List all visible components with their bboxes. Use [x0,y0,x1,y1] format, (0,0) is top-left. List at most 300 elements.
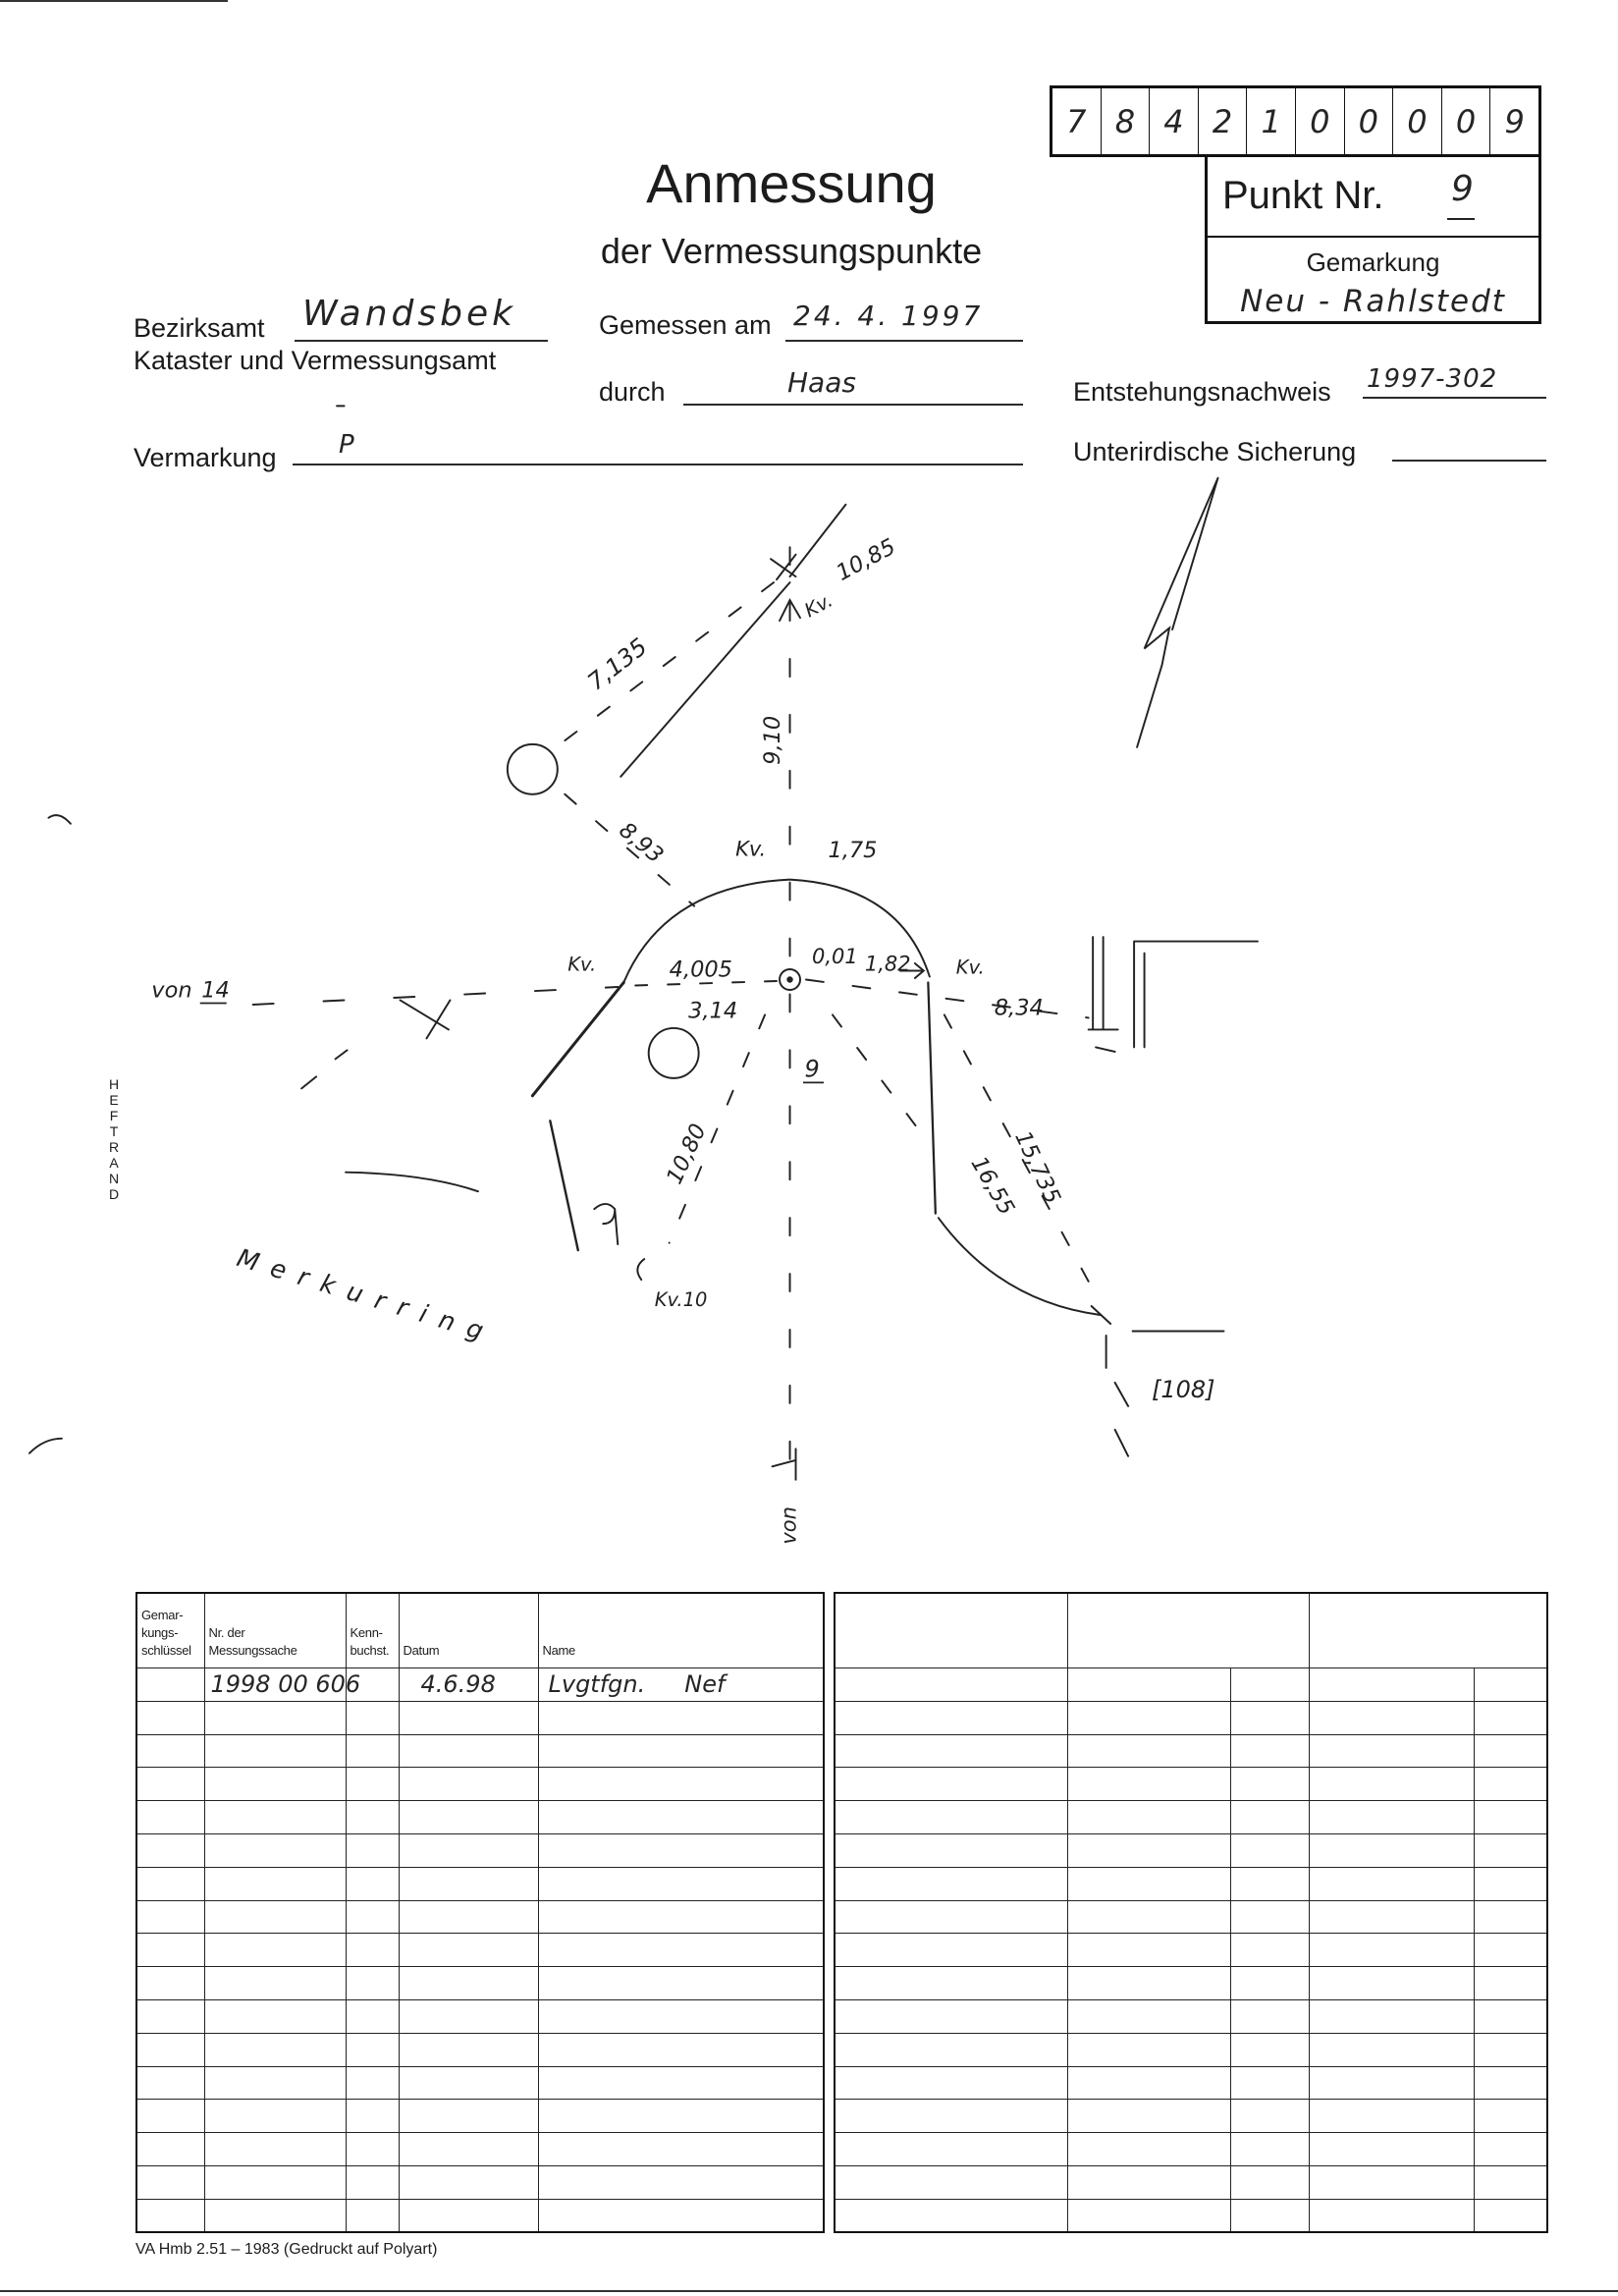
digit-cell: 0 [1344,88,1393,154]
table-cell [835,1833,1067,1867]
punkt-value-underline [1447,218,1475,220]
table-row [136,2165,824,2199]
table-cell [1309,2199,1474,2232]
header-cell [835,1593,1067,1668]
table-row [136,1999,824,2033]
table-cell [1309,1934,1474,1967]
table-cell [399,2133,538,2166]
name-cell [538,1668,824,1702]
table-cell [346,1999,399,2033]
table-cell [835,1668,1067,1702]
table-cell [1230,1934,1309,1967]
street-curve [346,1173,478,1191]
table-cell [136,2199,204,2232]
table-cell [346,2066,399,2100]
header-gemarkungsschluessel: Gemar- kungs- schlüssel [136,1593,204,1668]
table-cell [136,1967,204,2000]
table-cell [835,1768,1067,1801]
table-cell [1309,2066,1474,2100]
sicherung-label: Unterirdische Sicherung [1073,437,1357,466]
arc-curve [623,880,930,983]
margin-mark-lower [29,1439,62,1453]
gemarkung-label: Gemarkung [1306,247,1440,277]
table-cell [1309,1668,1474,1702]
table-row [835,1801,1547,1834]
table-row [136,1934,824,1967]
table-cell [835,1999,1067,2033]
name-text: Lvgtfgn. [548,1670,646,1699]
kv-top-arrow [780,600,800,621]
table-cell [835,1801,1067,1834]
building-symbol [1089,937,1258,1052]
table-cell [1309,1801,1474,1834]
table-cell [1230,1999,1309,2033]
table-cell [136,2165,204,2199]
table-cell [204,1900,346,1934]
center-point-circle [780,969,800,990]
blank-record-table [834,1592,1548,2233]
table-cell [1230,1900,1309,1934]
table-header-row [835,1593,1547,1668]
entstehung-label: Entstehungsnachweis [1073,377,1331,407]
table-cell [1067,2033,1230,2066]
messungssache-cell: 1998 00 606 [204,1668,346,1702]
table-cell [204,1867,346,1900]
dashed-line-8-93 [565,794,694,906]
table-row [835,2100,1547,2133]
punkt-value: 9 [1451,169,1474,209]
table-cell [136,1900,204,1934]
table-cell [1309,1900,1474,1934]
table-cell [1309,1768,1474,1801]
vermarkung-label: Vermarkung [134,443,277,472]
header-kennbuchstabe: Kenn- buchst. [346,1593,399,1668]
label-14: 14 [201,977,230,1004]
table-cell [1309,1734,1474,1768]
label-16-55: 16,55 [965,1152,1020,1220]
table-cell [538,2133,824,2166]
table-cell [204,1801,346,1834]
axis-bottom-mark [773,1449,796,1479]
table-cell [1474,1768,1547,1801]
table-cell [1230,2133,1309,2166]
table-cell [1309,1967,1474,2000]
digit-cell: 0 [1392,88,1441,154]
table-cell [1474,1900,1547,1934]
table-cell [538,1768,824,1801]
punkt-label: Punkt Nr. [1222,174,1384,217]
table-cell [538,2165,824,2199]
table-cell [1474,1734,1547,1768]
table-row [835,1768,1547,1801]
table-cell [399,1900,538,1934]
table-cell [346,2033,399,2066]
table-cell [399,1801,538,1834]
table-row [136,1734,824,1768]
label-10-85: 10,85 [832,533,900,586]
table-cell [346,1768,399,1801]
table-cell [1309,2133,1474,2166]
table-header-row [136,1593,824,1668]
digit-cell: 0 [1441,88,1490,154]
table-cell [399,1999,538,2033]
table-cell [1474,1967,1547,2000]
table-row [835,2033,1547,2066]
table-row [136,2199,824,2232]
ref-108-marks [1092,1306,1224,1456]
label-9-10: 9,10 [760,715,786,765]
table-cell [1474,2100,1547,2133]
table-cell [346,1934,399,1967]
table-cell [1230,1967,1309,2000]
heftrand-margin-label: HEFTRAND [106,1076,122,1202]
table-cell [1474,1867,1547,1900]
table-cell [1067,1668,1230,1702]
table-cell [835,1701,1067,1734]
digit-cell: 1 [1246,88,1295,154]
bottom-edge-line [0,2290,1618,2292]
table-cell [1067,2199,1230,2232]
table-cell [1067,2066,1230,2100]
digit-cell: 4 [1149,88,1198,154]
punkt-divider [1208,236,1538,238]
table-cell [1230,2066,1309,2100]
bezirksamt-underline [295,340,548,342]
table-cell [136,1999,204,2033]
table-row [136,1801,824,1834]
header-cell [1067,1593,1309,1668]
table-cell [1309,1833,1474,1867]
table-cell [835,1934,1067,1967]
table-cell [204,2033,346,2066]
table-cell [835,2165,1067,2199]
table-row [835,1734,1547,1768]
table-cell [204,2066,346,2100]
punkt-box [1205,154,1541,324]
line-top-to-left [620,582,789,777]
line-top-stub [790,505,846,576]
table-cell [1067,1768,1230,1801]
small-left-marks [301,1050,347,1088]
table-cell [1309,2033,1474,2066]
header-datum: Datum [399,1593,538,1668]
label-4-005: 4,005 [669,957,732,983]
table-row [136,1668,824,1702]
table-cell [1230,1867,1309,1900]
bezirksamt-value: Wandsbek [302,294,516,334]
table-cell [835,2133,1067,2166]
table-cell [1067,1934,1230,1967]
sicherung-underline [1392,460,1546,462]
table-cell [1067,1967,1230,2000]
table-cell [835,2066,1067,2100]
table-cell [136,1934,204,1967]
table-row [136,1768,824,1801]
table-cell [538,2066,824,2100]
entstehung-value: 1997-302 [1367,364,1498,394]
label-von-bottom: von [777,1506,801,1545]
dashed-line-von-14 [253,987,619,1005]
table-cell [835,1734,1067,1768]
table-cell [136,1701,204,1734]
table-cell [399,2100,538,2133]
table-row [835,2165,1547,2199]
table-cell [399,1701,538,1734]
label-1-82: 1,82 [864,952,911,976]
table-row [136,2133,824,2166]
table-cell [1067,1999,1230,2033]
table-row [136,1967,824,2000]
table-cell [1230,1701,1309,1734]
table-cell [204,2133,346,2166]
table-cell [538,1900,824,1934]
hook-mark [594,1204,618,1244]
table-cell [1067,1833,1230,1867]
gemessen-value: 24. 4. 1997 [793,300,984,332]
datum-cell: 4.6.98 [399,1668,538,1702]
table-cell [399,1768,538,1801]
cross-left [401,1000,451,1038]
table-cell [204,2165,346,2199]
table-row [835,1833,1547,1867]
table-cell [1474,2199,1547,2232]
table-cell [1067,1801,1230,1834]
table-cell [1474,1934,1547,1967]
table-cell [538,2199,824,2232]
margin-mark-upper [48,815,70,824]
table-cell [538,1967,824,2000]
table-cell [136,2133,204,2166]
table-cell [1230,2165,1309,2199]
table-row [136,2100,824,2133]
entstehung-underline [1363,397,1546,399]
table-cell [1309,1701,1474,1734]
page-subtitle: der Vermessungspunkte [600,231,983,271]
table-cell [1230,1734,1309,1768]
table-cell [1474,2133,1547,2166]
label-street-merkurring: Merkurring [233,1243,500,1350]
table-cell [538,2033,824,2066]
table-cell [1474,1999,1547,2033]
label-von: von [151,977,192,1004]
table-cell [346,1967,399,2000]
header-name: Name [538,1593,824,1668]
table-cell [204,2199,346,2232]
table-cell [1309,2100,1474,2133]
table-row [835,1999,1547,2033]
table-cell [1067,1900,1230,1934]
cross-top-point [771,555,795,579]
table-row [835,1934,1547,1967]
table-cell [538,1999,824,2033]
durch-underline [683,404,1023,406]
table-cell [1474,2165,1547,2199]
table-cell [835,1967,1067,2000]
form-footer: VA Hmb 2.51 – 1983 (Gedruckt auf Polyart) [135,2241,438,2258]
table-cell [835,2033,1067,2066]
table-cell [835,2199,1067,2232]
table-cell [538,1801,824,1834]
label-kv-right: Kv. [955,956,985,979]
table-cell [399,1867,538,1900]
durch-label: durch [599,377,666,407]
gemarkungsschluessel-cell [136,1668,204,1702]
table-cell [1067,1701,1230,1734]
table-cell [1230,1768,1309,1801]
table-cell [346,2165,399,2199]
table-cell [399,1734,538,1768]
table-cell [835,1867,1067,1900]
table-cell [136,1734,204,1768]
table-row [835,2133,1547,2166]
dashed-line-15-735 [944,1014,1101,1303]
dashed-line-10-80 [670,1014,765,1242]
table-cell [538,1934,824,1967]
table-cell [1230,1801,1309,1834]
table-cell [538,1701,824,1734]
durch-value: Haas [787,366,856,399]
left-edge-line [532,983,623,1096]
table-cell [1067,2100,1230,2133]
vermarkung-value: P [339,430,354,460]
table-cell [1309,1867,1474,1900]
table-cell [204,1768,346,1801]
table-cell [399,1967,538,2000]
table-cell [399,2033,538,2066]
dashed-line-8-34 [806,980,1089,1021]
point-number-box [1050,85,1541,157]
header-messungssache: Nr. der Messungssache [204,1593,346,1668]
table-cell [1474,1833,1547,1867]
table-cell [136,1801,204,1834]
table-cell [346,1801,399,1834]
gemarkung-value: Neu - Rahlstedt [1240,284,1506,319]
table-cell [1230,1668,1309,1702]
table-cell [1067,2133,1230,2166]
top-edge-line [0,0,228,2]
center-point-dot [787,977,791,981]
table-cell [346,2199,399,2232]
table-cell [1474,2033,1547,2066]
table-cell [136,2066,204,2100]
table-cell [204,1967,346,2000]
table-cell [204,2100,346,2133]
vermarkung-underline [293,464,1023,465]
digit-cell: 8 [1101,88,1150,154]
bezirksamt-label: Bezirksamt [134,313,265,343]
table-cell [1067,1734,1230,1768]
table-cell [346,1833,399,1867]
table-row [136,1833,824,1867]
label-0-01: 0,01 [811,945,858,969]
table-cell [399,2066,538,2100]
table-cell [538,1833,824,1867]
label-8-93: 8,93 [614,817,669,869]
dashed-line-7-135 [562,582,774,742]
reference-circle-upper [508,744,558,794]
table-cell [1230,2033,1309,2066]
table-cell [204,1999,346,2033]
table-cell [346,1701,399,1734]
label-1-75: 1,75 [828,838,878,864]
right-vertical-line [928,983,935,1214]
table-cell [346,1867,399,1900]
table-row [136,1900,824,1934]
table-cell [346,1900,399,1934]
table-cell [835,2100,1067,2133]
table-cell [399,1833,538,1867]
table-cell [1230,2199,1309,2232]
digit-cell: 7 [1066,102,1087,140]
table-cell [136,1867,204,1900]
table-cell [538,2100,824,2133]
label-kv-left: Kv. [567,953,597,976]
label-kv-10: Kv.10 [654,1288,708,1312]
label-8-34: 8,34 [994,995,1044,1021]
table-cell [1474,1801,1547,1834]
table-row [835,2066,1547,2100]
table-cell [1230,2100,1309,2133]
dashed-line-4-005 [635,981,777,985]
reference-circle-lower [649,1028,699,1078]
dashed-line-right-radial [833,1014,930,1144]
label-kv-upper: Kv. [735,837,767,861]
table-cell [346,2100,399,2133]
arrow-1-82 [900,963,924,978]
table-cell [136,1833,204,1867]
table-row [136,1867,824,1900]
table-cell [1067,1867,1230,1900]
gemessen-label: Gemessen am [599,310,772,340]
table-row [835,2199,1547,2232]
kataster-label: Kataster und Vermessungsamt [134,346,497,375]
table-cell [399,1934,538,1967]
table-cell [1309,1999,1474,2033]
table-cell [136,1768,204,1801]
signature: Nef [684,1670,726,1699]
table-cell [1067,2165,1230,2199]
table-cell [1474,1701,1547,1734]
messungssache-table [135,1592,825,2233]
table-row [835,1701,1547,1734]
page-title: Anmessung [646,152,937,214]
table-cell [136,2100,204,2133]
label-7-135: 7,135 [582,632,653,696]
table-cell [1474,2066,1547,2100]
table-cell [346,1734,399,1768]
table-cell [538,1734,824,1768]
table-cell [204,1934,346,1967]
table-cell [399,2165,538,2199]
digit-cell: 0 [1295,88,1344,154]
right-lower-curve [939,1218,1101,1315]
table-cell [204,1833,346,1867]
table-cell [346,2133,399,2166]
table-row [835,1867,1547,1900]
north-arrow-icon [1137,478,1217,747]
digit-cell: 2 [1198,88,1247,154]
table-row [835,1967,1547,2000]
table-row [136,2066,824,2100]
table-row [136,2033,824,2066]
digit-cell: 9 [1489,88,1538,154]
table-cell [835,1900,1067,1934]
table-cell [204,1734,346,1768]
label-point-9: 9 [804,1055,820,1083]
label-15-735: 15,735 [1009,1126,1066,1209]
table-cell [399,2199,538,2232]
table-cell [1474,1668,1547,1702]
